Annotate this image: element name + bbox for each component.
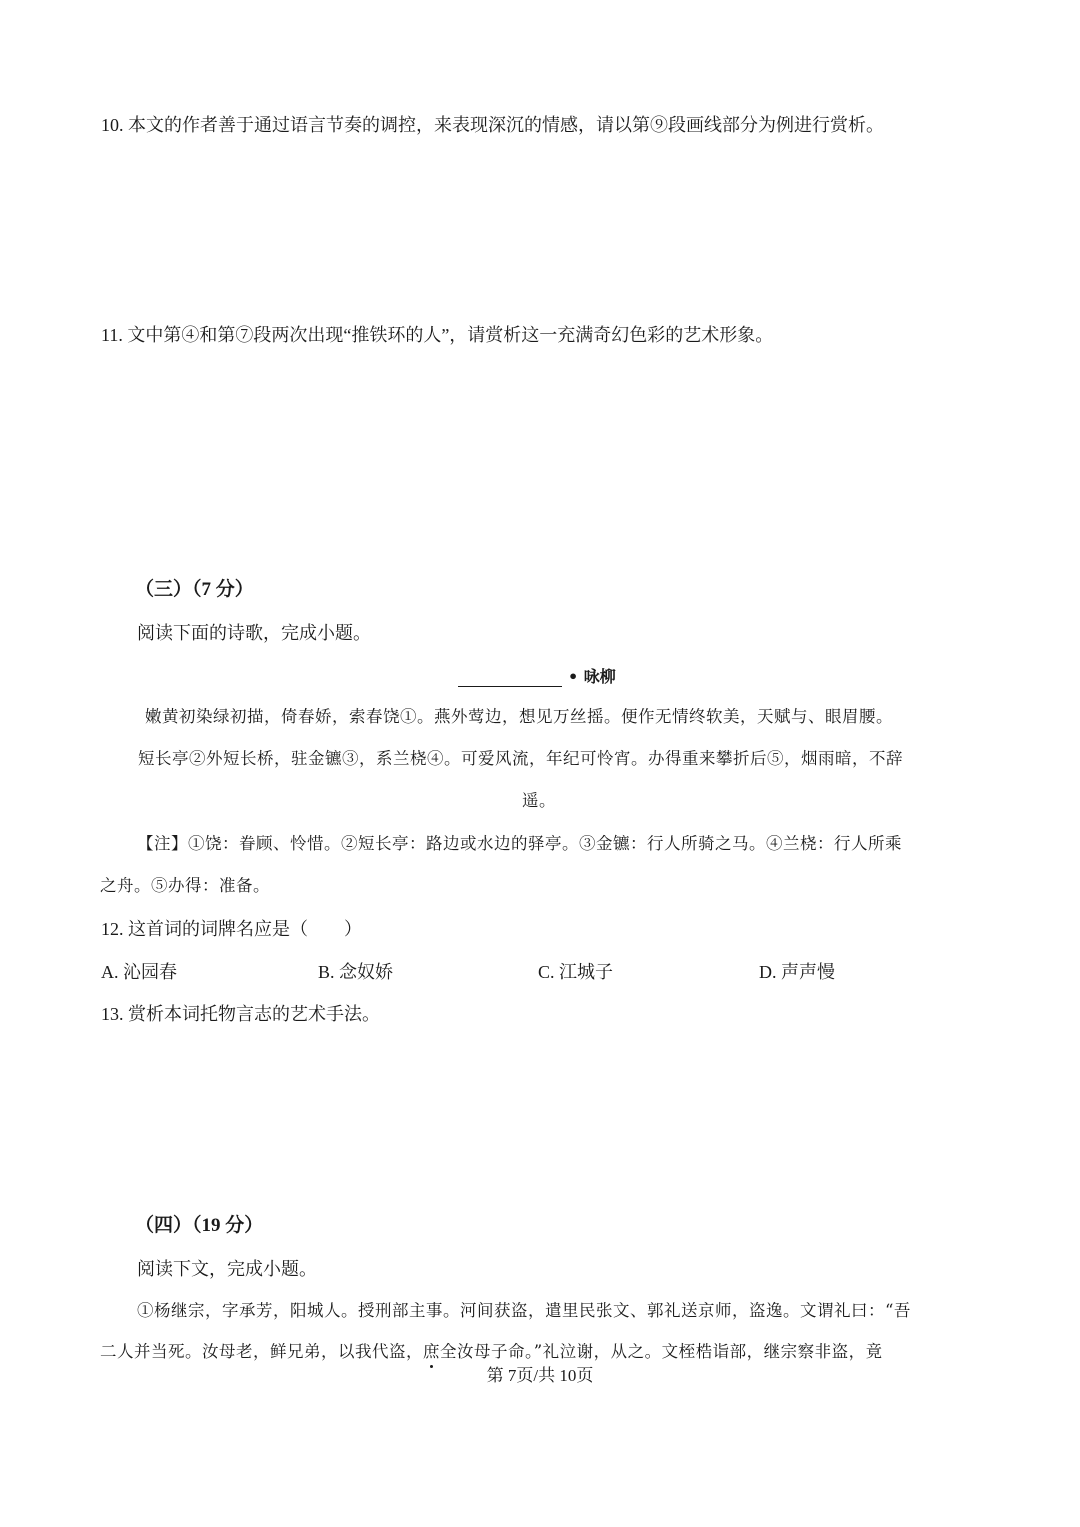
section-4-heading: （四）（19 分） — [135, 1215, 264, 1236]
poem-line-3: 遥。 — [522, 791, 556, 810]
option-a: A. 沁园春 — [101, 962, 177, 982]
passage-line-2 — [100, 1340, 883, 1364]
page-footer: 第 7页/共 10页 — [486, 1366, 594, 1385]
question-10: 10. 本文的作者善于通过语言节奏的调控，来表现深沉的情感，请以第⑨段画线部分为例进行赏析。 — [101, 115, 884, 135]
note-line-2: 之舟。⑤办得：准备。 — [100, 876, 270, 895]
section-4-instruction: 阅读下文，完成小题。 — [137, 1259, 317, 1279]
tune-name-blank — [458, 668, 562, 687]
option-c: C. 江城子 — [538, 962, 614, 982]
section-3-heading: （三）（7 分） — [135, 579, 254, 600]
poem-line-2: 短长亭②外短长桥，驻金镳③，系兰桡④。可爱风流，年纪可怜宵。办得重来攀折后⑤，烟雨暗，不辞 — [138, 749, 903, 768]
passage-line-1: ①杨继宗，字承芳，阳城人。授刑部主事。河间获盗，遣里民张文、郭礼送京师，盗逸。文谓礼曰：“吾 — [137, 1301, 911, 1320]
question-13: 13. 赏析本词托物言志的艺术手法。 — [101, 1004, 380, 1024]
question-11: 11. 文中第④和第⑦段两次出现“推铁环的人”，请赏析这一充满奇幻色彩的艺术形象。 — [101, 325, 774, 345]
option-d: D. 声声慢 — [759, 962, 835, 982]
note-line-1: 【注】①饶：眷顾、怜惜。②短长亭：路边或水边的驿亭。③金镳：行人所骑之马。④兰桡：行人所乘 — [137, 834, 902, 853]
question-12: 12. 这首词的词牌名应是（ ） — [101, 919, 362, 939]
poem-title — [458, 664, 616, 687]
option-b: B. 念奴娇 — [318, 962, 394, 982]
section-3-instruction: 阅读下面的诗歌，完成小题。 — [137, 623, 371, 643]
poem-title-text: • 咏柳 — [568, 667, 616, 686]
passage-line-2-start: 二人并当死。汝母老，鲜兄弟，以我代盗， — [100, 1342, 423, 1361]
passage-line-2-end: 全汝母子命。”礼泣谢，从之。文桎梏诣部，继宗察非盗，竟 — [440, 1342, 883, 1361]
emphasis-dot-char: 庶 — [423, 1342, 440, 1361]
poem-line-1: 嫩黄初染绿初描，倚春娇，索春饶①。燕外莺边，想见万丝摇。便作无情终软美，天赋与、眼眉腰。 — [145, 707, 893, 726]
